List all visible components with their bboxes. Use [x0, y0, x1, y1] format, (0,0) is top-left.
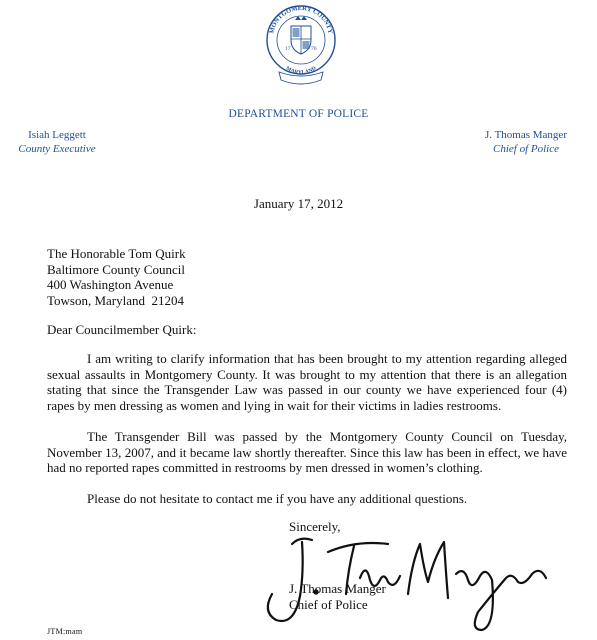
body-paragraph: I am writing to clarify information that has been brought to my attention regarding alleged sexual assaults in Montgomery County. It was brought to my attention that there is an allegation stating that since the Transgender Law was passed in our county we have experienced four (4) rapes by men dressing as women and lying in wait for their victims in ladies restrooms.	[47, 351, 567, 413]
signer-name: J. Thomas Manger	[289, 581, 386, 596]
body-paragraph: Please do not hesitate to contact me if you have any additional questions.	[87, 491, 468, 506]
signer-title: Chief of Police	[289, 597, 368, 612]
salutation: Dear Councilmember Quirk:	[47, 322, 197, 337]
seal-year-right: 76	[311, 46, 317, 52]
typist-initials: JTM:mam	[47, 627, 83, 636]
recipient-line: The Honorable Tom Quirk	[47, 246, 186, 261]
police-chief-block	[468, 128, 584, 156]
county-executive-name: Isiah Leggett	[28, 129, 86, 141]
county-executive-title: County Executive	[18, 143, 96, 155]
department-name: DEPARTMENT OF POLICE	[228, 108, 369, 120]
letter-date: January 17, 2012	[253, 196, 344, 211]
closing: Sincerely,	[289, 519, 341, 534]
recipient-line: 400 Washington Avenue	[47, 277, 174, 292]
signer-block	[289, 581, 386, 613]
recipient-line: Baltimore County Council	[47, 261, 185, 277]
seal-year-left: 17	[285, 46, 291, 52]
handwritten-signature	[256, 522, 592, 634]
police-chief-title: Chief of Police	[493, 143, 559, 155]
seal-bottom-text: MARYLAND	[284, 65, 318, 76]
seal-outer-text: MONTGOMERY COUNTY	[268, 4, 334, 35]
county-seal-logo	[265, 0, 337, 104]
county-executive-block	[14, 128, 100, 156]
recipient-address	[47, 246, 186, 308]
police-chief-name: J. Thomas Manger	[485, 129, 567, 141]
svg-text:MARYLAND	[285, 66, 318, 76]
recipient-line: Towson, Maryland 21204	[47, 292, 185, 308]
body-paragraph: The Transgender Bill was passed by the Montgomery County Council on Tuesday, November 13, 2007, and it became law shortly thereafter. Since this law has been in effect, we have had no reported rapes committed in restrooms by men dressed in women’s clothing.	[47, 429, 567, 476]
